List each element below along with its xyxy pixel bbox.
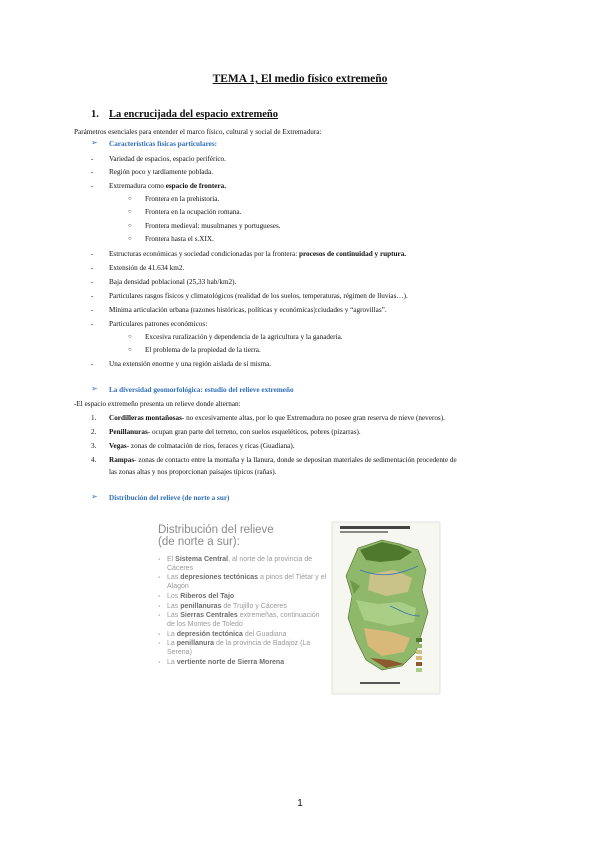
figure-item-post: a pinos del Tiétar y el Alagón [167,574,327,590]
figure-title-line1: Distribución del relieve [158,524,274,536]
section2-title: La diversidad geomorfológica: estudio del relieve extremeño [109,386,294,394]
figure-item-post: extremeñas, continuación de los Montes de Toledo [167,612,320,628]
circle-bullet-icon: ○ [128,347,132,353]
subsection-title: Características físicas particulares: [109,140,218,148]
relief-item-bold: Cordilleras montañosas [109,414,182,422]
figure-list-item [158,640,328,657]
figure-item-pre: Las [167,574,181,582]
dash-bullet: - [91,360,94,368]
figure-item-bold: penillanuras [180,602,222,610]
list-number: 4. [91,456,97,464]
figure-item-bold: depresión tectónica [176,630,243,638]
dash-bullet: - [91,155,94,163]
sub-list-item: Excesiva ruralización y dependencia de la agricultura y la ganadería. [145,333,343,341]
relief-item-text: - ocupan gran parte del terreno, con suelos esqueléticos, pobres (pizarras). [147,428,361,436]
figure-item-pre: El [167,556,176,563]
relief-figure [152,518,444,698]
figure-list-item [158,574,328,591]
section1-number: 1. [91,109,99,120]
figure-title [158,524,274,548]
sub-list-item: Frontera en la ocupación romana. [145,208,242,216]
list-item: Baja densidad poblacional (25,33 hab/km2). [109,278,237,286]
figure-title-line2: (de norte a sur): [158,536,240,548]
list-item: Mínima articulación urbana (razones históricas, políticas y económicas):ciudades y “agrovillas”. [109,306,387,314]
relief-item-bold: Penillanuras [109,428,148,436]
figure-list-item [158,631,328,640]
section2-intro: -El espacio extremeño presenta un relieve donde alternan: [74,400,241,408]
figure-item-bold: penillanura [176,640,215,648]
figure-list [158,556,328,669]
relief-item-continuation: las zonas altas y nos proporcionan paisajes típicos (rañas). [109,468,277,476]
circle-bullet-icon: ○ [128,196,132,202]
section3-title: Distribución del relieve (de norte a sur) [109,494,230,502]
dash-bullet: - [91,264,94,272]
section1-heading-text: La encrucijada del espacio extremeño [109,109,278,120]
list-item: Extensión de 41.634 km2. [109,264,185,272]
circle-bullet-icon: ○ [128,209,132,215]
section1-intro: Parámetros esenciales para entender el marco físico, cultural y social de Extremadura: [74,128,322,136]
sub-list-item: Frontera en la prehistoria. [145,195,220,203]
dash-bullet: - [91,278,94,286]
relief-item [109,456,457,465]
page-number: 1 [297,798,303,809]
estructuras-prefix: Estructuras económicas y sociedad condicionadas por la frontera: [109,250,299,258]
dash-bullet: - [91,306,94,314]
relief-item-bold: Vegas [109,442,127,450]
section1-heading [91,109,278,120]
list-number: 3. [91,442,97,450]
dash-bullet: - [91,320,94,328]
list-item: Variedad de espacios, espacio periférico. [109,155,226,163]
estructuras-bold: procesos de continuidad y ruptura. [299,250,407,258]
list-number: 2. [91,428,97,436]
circle-bullet-icon: ○ [128,223,132,229]
relief-item-text: - no excesivamente altas, por lo que Extremadura no posee gran reserva de nieve (neveros). [181,414,445,422]
figure-item-bold: depresiones tectónicas [180,574,259,582]
relief-item-text: - zonas de contacto entre la montaña y la llanura, donde se depositan materiales de sedimentación procedente de [134,456,457,464]
figure-item-pre: Las [167,602,181,610]
figure-item-bold: Riberos del Tajo [180,592,235,600]
figure-item-pre: Los [167,592,181,600]
page-title: TEMA 1, El medio físico extremeño [212,73,388,85]
list-number: 1. [91,414,97,422]
dash-bullet: - [91,250,94,258]
dash-bullet: - [91,168,94,176]
figure-item-post: de Trujillo y Cáceres [221,602,287,610]
circle-bullet-icon: ○ [128,236,132,242]
figure-list-item [158,593,328,602]
relief-item [109,428,361,437]
figure-item-pre: La [167,630,177,638]
figure-list-item [158,603,328,612]
sub-list-item: Frontera medieval: musulmanes y portugueses. [145,222,281,230]
arrow-bullet-icon: ➢ [91,138,98,147]
relief-item-bold: Rampas [109,456,135,464]
list-item: Una extensión enorme y una región aislada de sí misma. [109,360,272,368]
figure-item-pre: Las [167,612,181,620]
relief-item [109,442,295,451]
circle-bullet-icon: ○ [128,334,132,340]
list-item: Particulares rasgos físicos y climatológicos (realidad de los suelos, temperaturas, régimen de lluvias…). [109,292,408,300]
figure-item-post: del Guadiana [242,630,287,638]
list-item-estructuras [109,250,406,259]
relief-map-image [330,520,442,696]
frontera-bold: espacio de frontera. [165,182,227,190]
sub-list-item: Frontera hasta el s.XIX. [145,235,214,243]
figure-item-bold: vertiente norte de Sierra Morena [176,658,285,666]
figure-item-pre: La [167,640,177,648]
figure-list-item [158,556,328,573]
list-item-frontera [109,182,226,191]
dash-bullet: - [91,292,94,300]
sub-list-item: El problema de la propiedad de la tierra. [145,346,261,354]
arrow-bullet-icon: ➢ [91,384,98,393]
figure-item-bold: Sistema Central [175,556,229,563]
figure-list-item [158,659,328,668]
arrow-bullet-icon: ➢ [91,492,98,501]
relief-item-text: - zonas de colmatación de ríos, feraces y ricas (Guadiana). [126,442,295,450]
dash-bullet: - [91,182,94,190]
list-item: Particulares patrones económicos: [109,320,208,328]
figure-item-bold: Sierras Centrales [180,612,238,620]
figure-item-post: de la provincia de Badajoz (La Serena) [167,640,311,657]
figure-item-post: , al norte de la provincia de Cáceres [167,556,313,572]
relief-item [109,414,445,423]
frontera-prefix: Extremadura como [109,182,166,190]
list-item: Región poco y tardíamente poblada. [109,168,213,176]
figure-list-item [158,612,328,629]
figure-item-pre: La [167,658,177,666]
